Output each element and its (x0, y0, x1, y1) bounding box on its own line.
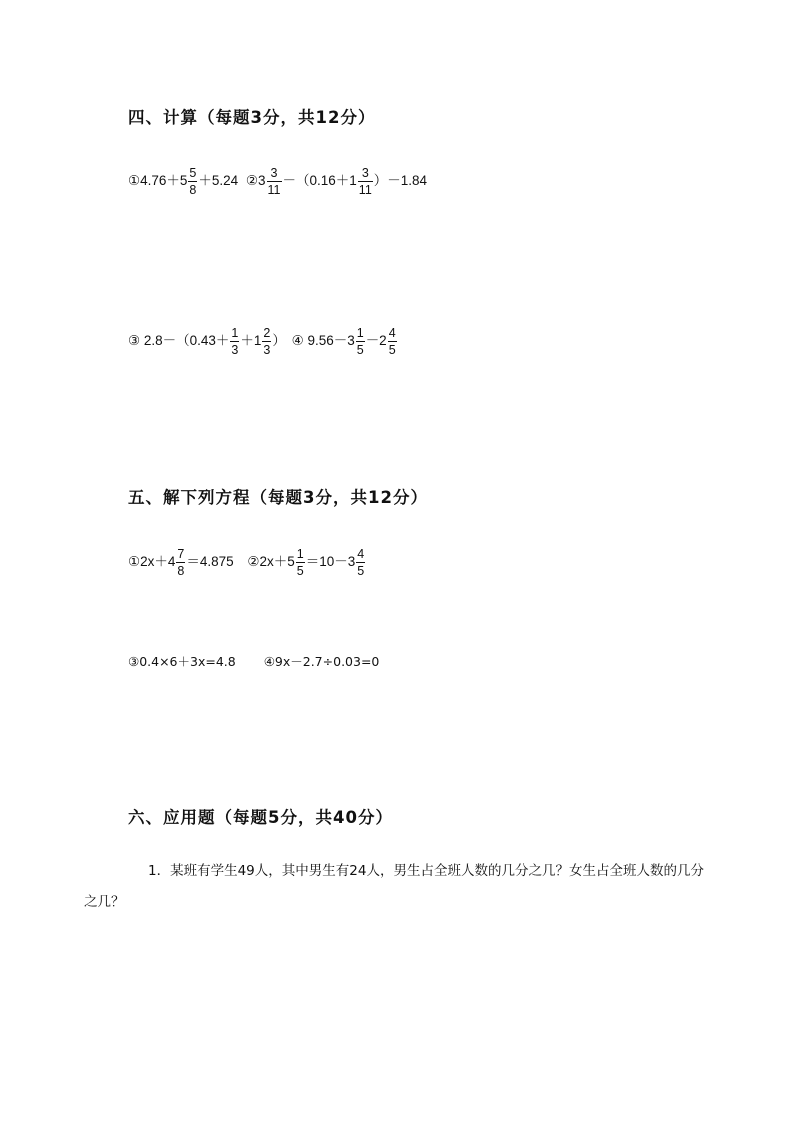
equation-2-text: ②2x＋5 (247, 554, 295, 570)
equation-1-text: ①2x＋4 (128, 554, 176, 570)
problem-1-text: ①4.76＋5 (128, 173, 188, 189)
fraction: $\frac{1}{5}$ (356, 326, 364, 357)
calc-problems-3-4 (128, 326, 398, 357)
problem-4-text-mid: －2 (365, 333, 387, 349)
equation-3: ③0.4×6＋3x=4.8 (128, 654, 236, 669)
problem-2 (245, 166, 428, 197)
fraction: $\frac{2}{3}$ (263, 326, 271, 357)
problem-4 (291, 326, 398, 357)
fraction: $\frac{1}{3}$ (231, 326, 239, 357)
equations-1-2 (128, 547, 366, 578)
equation-4: ④9x－2.7÷0.03=0 (263, 654, 380, 669)
problem-3-text: ③ 2.8－（0.43＋ (128, 333, 230, 349)
word-problem-1: 1．某班有学生49人，其中男生有24人，男生占全班人数的几分之几？女生占全班人数的几分之几？ (84, 863, 704, 910)
equation-1 (128, 547, 237, 578)
equation-1-text-end: ＝4.875 (186, 554, 234, 570)
problem-2-text-mid: －（0.16＋1 (282, 173, 357, 189)
problem-3-text-mid: ＋1 (240, 333, 262, 349)
problem-4-text: ④ 9.56－3 (291, 333, 355, 349)
section-6-title: 六、应用题（每题5分，共40分） (128, 808, 393, 827)
equation-2-text-mid: ＝10－3 (305, 554, 356, 570)
fraction: $\frac{7}{8}$ (177, 547, 185, 578)
fraction: $\frac{4}{5}$ (357, 547, 365, 578)
problem-3 (128, 326, 290, 357)
problem-1 (128, 166, 242, 197)
problem-3-text-end: ） (272, 333, 286, 349)
problem-2-text: ②3 (245, 173, 266, 189)
fraction: $\frac{3}{11}$ (358, 166, 372, 197)
problem-2-text-end: ）－1.84 (373, 173, 428, 189)
fraction: $\frac{1}{5}$ (296, 547, 304, 578)
calc-problems-1-2 (128, 166, 427, 197)
equations-3-4 (128, 652, 379, 672)
fraction: $\frac{5}{8}$ (189, 166, 197, 197)
equation-2 (247, 547, 366, 578)
fraction: $\frac{3}{11}$ (267, 166, 281, 197)
fraction: $\frac{4}{5}$ (388, 326, 396, 357)
section-4-title: 四、计算（每题3分，共12分） (128, 108, 376, 127)
section-5-title: 五、解下列方程（每题3分，共12分） (128, 488, 428, 507)
problem-1-text-end: ＋5.24 (198, 173, 239, 189)
